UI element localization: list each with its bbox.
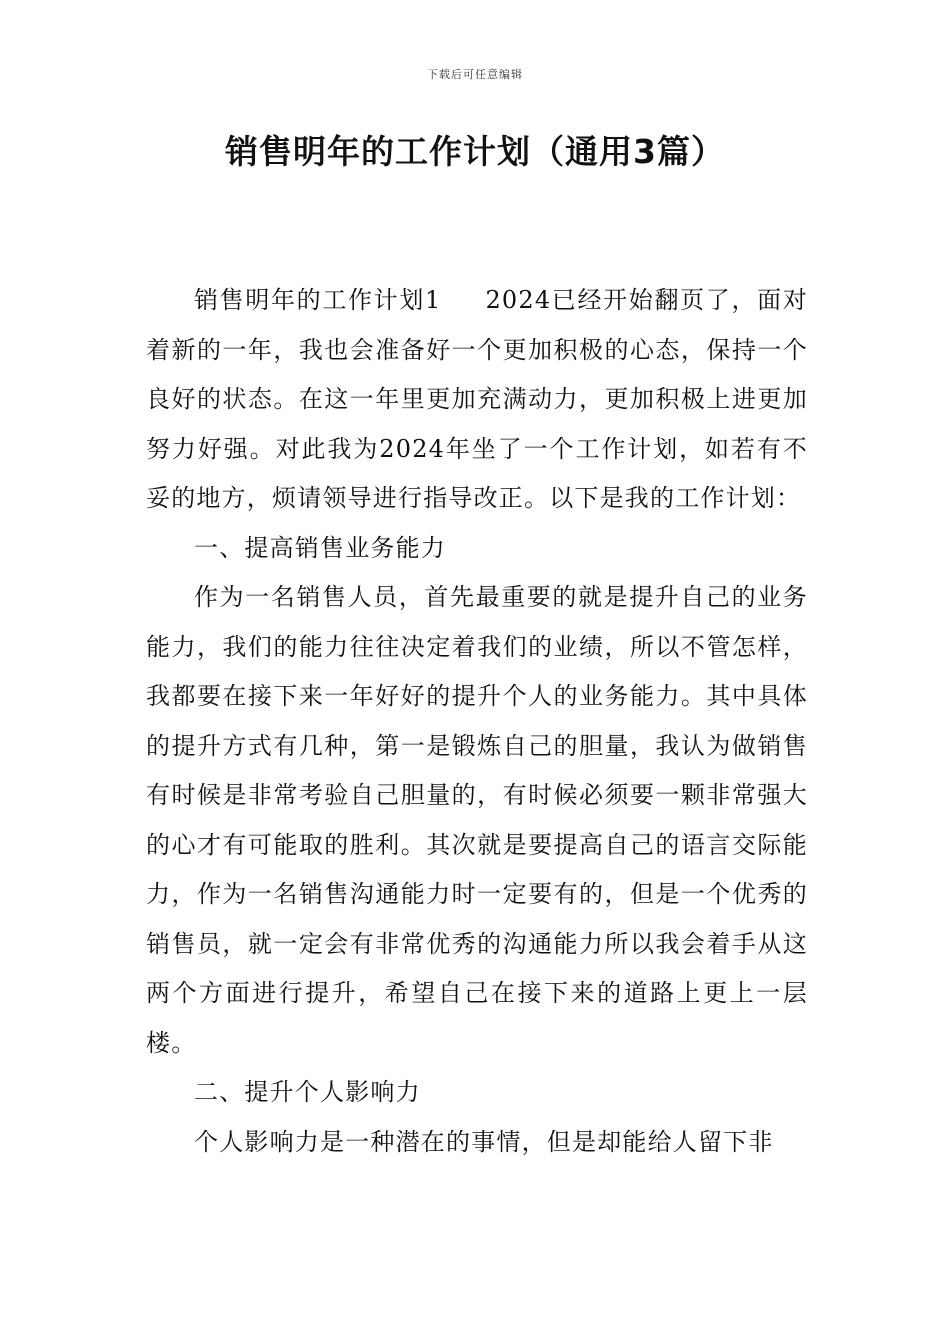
document-title: 销售明年的工作计划（通用3篇） <box>225 132 725 171</box>
section-paragraph-1: 作为一名销售人员，首先最重要的就是提升自己的业务能力，我们的能力往往决定着我们的业绩，所以不管怎样，我都要在接下来一年好好的提升个人的业务能力。其中具体的提升方式有几种，第一是锻炼自己的胆量，我认为做销售有时候是非常考验自己胆量的，有时候必须要一颗非常强大的心才有可能取的胜利。其次就是要提高自己的语言交际能力，作为一名销售沟通能力时一定要有的，但是一个优秀的销售员，就一定会有非常优秀的沟通能力所以我会着手从这两个方面进行提升，希望自己在接下来的道路上更上一层楼。 <box>146 583 808 1057</box>
intro-lead: 销售明年的工作计划1 <box>194 286 442 314</box>
header-note: 下载后可任意编辑 <box>427 68 523 81</box>
intro-paragraph <box>146 276 808 524</box>
section-heading-2: 二、提升个人影响力 <box>194 1078 421 1106</box>
intro-text: 2024已经开始翻页了，面对着新的一年，我也会准备好一个更加积极的心态，保持一个良好的状态。在这一年里更加充满动力，更加积极上进更加努力好强。对此我为2024年坐了一个工作计划，如若有不妥的地方，烦请领导进行指导改正。以下是我的工作计划： <box>146 286 808 512</box>
section-heading-1: 一、提高销售业务能力 <box>194 533 446 562</box>
section-paragraph-2: 个人影响力是一种潜在的事情，但是却能给人留下非 <box>194 1127 774 1156</box>
document-body <box>146 276 808 1167</box>
